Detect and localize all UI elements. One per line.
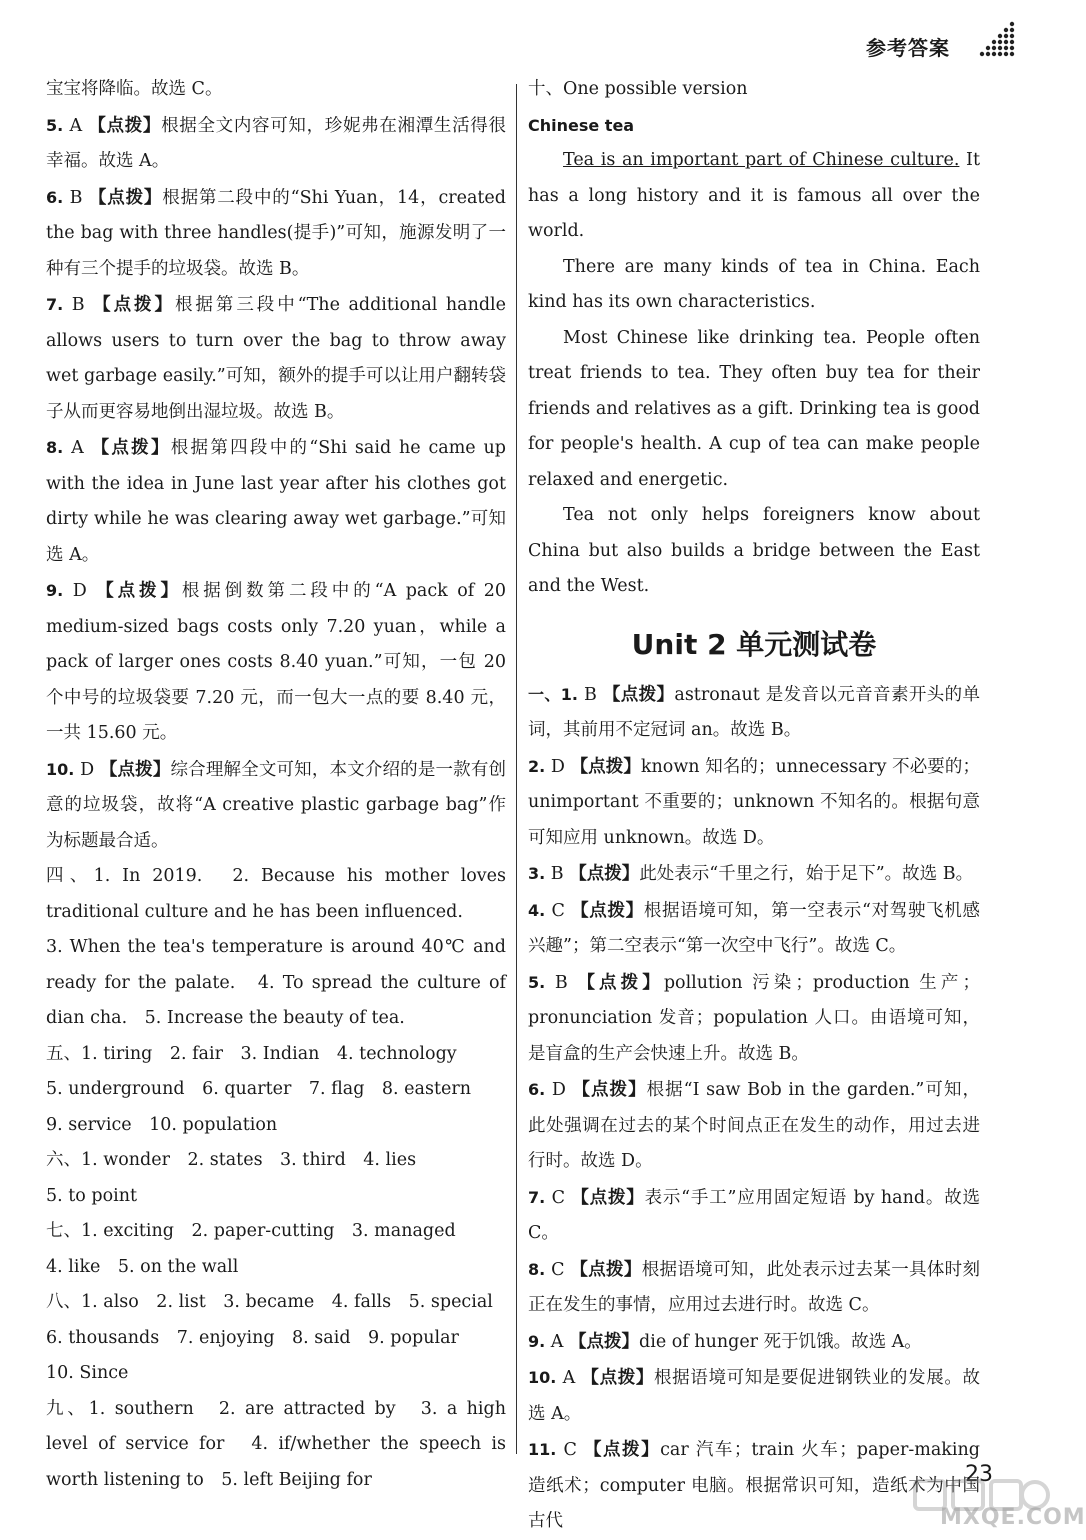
question-number: 6.	[528, 1080, 546, 1099]
answer-item-r7	[528, 1180, 980, 1252]
answer-item-r10	[528, 1360, 980, 1432]
answer-letter: C	[563, 1440, 577, 1460]
hint-tag: 【点拨】	[602, 684, 675, 705]
question-number: 5.	[528, 972, 546, 992]
explanation: 根据倒数第二段中的“A pack of 20 medium-sized bags costs only 7.20 yuan，while a pack of larger ones costs 8.40 yuan.”可知，一包 20 个中号的垃圾袋要 7.20 元，而一包大一点的要 8.40 元，一共 15.60 元。	[46, 581, 506, 743]
answer-item-7	[46, 287, 506, 430]
answer-letter: B	[71, 295, 85, 315]
hint-tag: 【点拨】	[583, 1440, 661, 1460]
hint-tag: 【点拨】	[581, 1368, 655, 1388]
answer-letter: D	[551, 1080, 566, 1100]
hint-tag: 【点拨】	[571, 1187, 645, 1208]
section-5-line: 9. service 10. population	[46, 1114, 278, 1135]
paragraph-text: It has a long history and it is famous all over the world.	[528, 150, 980, 241]
answer-letter: B	[69, 187, 83, 208]
explanation: 表示“手工”应用固定短语 by hand。故选 C。	[528, 1187, 980, 1243]
answer-letter: C	[551, 900, 565, 921]
answer-item-r9	[528, 1324, 980, 1361]
section-10-heading: 十、One possible version	[528, 79, 748, 99]
decorative-dot-grid	[978, 20, 1018, 60]
question-number: 8.	[46, 438, 64, 457]
explanation: die of hunger 死于饥饿。故选 A。	[639, 1331, 922, 1352]
explanation: 根据语境可知，此处表示过去某一具体时刻正在发生的事情，应用过去进行时。故选 C。	[528, 1259, 980, 1315]
section-8-line: 10. Since	[46, 1363, 129, 1383]
answer-item-6	[46, 180, 506, 288]
answer-item-8	[46, 430, 506, 573]
hint-tag: 【点拨】	[571, 900, 644, 921]
section-7-line: 七、1. exciting 2. paper-cutting 3. managed	[46, 1221, 456, 1241]
question-number: 9.	[528, 1331, 546, 1351]
hint-tag: 【点拨】	[99, 759, 171, 780]
hint-tag: 【点拨】	[93, 295, 175, 315]
answer-letter: B	[550, 864, 564, 884]
section-8-line: 八、1. also 2. list 3. became 4. falls 5. special	[46, 1292, 493, 1312]
essay-paragraph-3: Most Chinese like drinking tea. People often treat friends to tea. They often buy tea for their friends and relatives as a gift. Drinking tea is good for people's health. A cup of tea can make people relaxed and energetic.	[528, 327, 980, 490]
section-5-line: 五、1. tiring 2. fair 3. Indian 4. technology	[46, 1043, 457, 1064]
answer-item-r1	[528, 677, 980, 749]
page-header-title: 参考答案	[866, 36, 950, 60]
answer-letter: D	[550, 756, 565, 777]
answer-letter: B	[554, 972, 568, 993]
question-number: 5.	[46, 115, 64, 135]
right-column	[528, 72, 980, 1540]
question-number: 11.	[528, 1440, 557, 1459]
answer-letter: C	[551, 1259, 565, 1280]
explanation: 根据语境可知是要促进钢铁业的发展。故选 A。	[528, 1368, 980, 1424]
answer-letter: C	[551, 1187, 565, 1208]
answer-letter: A	[69, 115, 83, 136]
section-4-line: 3. When the tea's temperature is around 40℃ and ready for the palate. 4. To spread the culture of dian cha. 5. Increase the beauty of tea.	[46, 937, 506, 1028]
question-number: 7.	[528, 1187, 546, 1207]
answer-item-r3	[528, 856, 980, 893]
question-number: 10.	[528, 1368, 557, 1387]
answer-line: 宝宝将降临。故选 C。	[46, 79, 223, 99]
hint-tag: 【点拨】	[570, 1259, 642, 1280]
section-4-line: 四、1. In 2019. 2. Because his mother loves traditional culture and he has been influenced.	[46, 866, 506, 922]
hint-tag: 【点拨】	[570, 756, 641, 777]
answer-item-9	[46, 573, 506, 752]
answer-item-r4	[528, 893, 980, 965]
underlined-topic-sentence: Tea is an important part of Chinese culture.	[563, 150, 960, 170]
explanation: 根据第三段中“The additional handle allows users to turn over the bag to throw away wet garbage easily.”可知，额外的提手可以让用户翻转袋子从而更容易地倒出湿垃圾。故选 B。	[46, 295, 506, 422]
explanation: 根据第二段中的“Shi Yuan，14，created the bag with three handles(提手)”可知，施源发明了一种有三个提手的垃圾袋。故选 B。	[46, 187, 506, 279]
section-9-line: 九、1. southern 2. are attracted by 3. a high level of service for 4. if/whether the speech is worth listening to 5. left Beijing for	[46, 1398, 506, 1490]
left-column	[46, 72, 506, 1498]
explanation: 综合理解全文可知，本文介绍的是一款有创意的垃圾袋，故将“A creative plastic garbage bag”作为标题最合适。	[46, 759, 506, 851]
question-number: 9.	[46, 581, 64, 600]
answer-letter: A	[71, 438, 84, 458]
answer-letter: A	[550, 1331, 564, 1352]
question-number: 3.	[528, 864, 546, 883]
hint-tag: 【点拨】	[88, 115, 162, 136]
section-5-line: 5. underground 6. quarter 7. flag 8. eastern	[46, 1079, 471, 1099]
explanation: 根据“I saw Bob in the garden.”可知，此处强调在过去的某个时间点正在发生的动作，用过去进行时。故选 D。	[528, 1080, 980, 1171]
question-number: 2.	[528, 756, 546, 776]
page-number: 23	[965, 1462, 993, 1487]
answer-item-r2	[528, 749, 980, 857]
answer-item-5	[46, 108, 506, 180]
section-7-line: 4. like 5. on the wall	[46, 1256, 239, 1277]
hint-tag: 【点拨】	[96, 581, 182, 601]
explanation: known 知名的；unnecessary 不必要的；unimportant 不重要的；unknown 不知名的。根据句意可知应用 unknown。故选 D。	[528, 756, 980, 848]
answer-item-r6	[528, 1072, 980, 1180]
unit-heading: Unit 2 单元测试卷	[631, 627, 877, 661]
explanation: 根据第四段中的“Shi said he came up with the idea in June last year after his clothes got dirty while he was clearing away wet garbage.”可知选 A。	[46, 438, 506, 565]
section-6-line: 5. to point	[46, 1185, 138, 1206]
question-number: 一、1.	[528, 684, 578, 704]
essay-title: Chinese tea	[528, 115, 635, 135]
explanation: 根据全文内容可知，珍妮弗在湘潭生活得很幸福。故选 A。	[46, 115, 506, 171]
hint-tag: 【点拨】	[88, 187, 163, 208]
essay-paragraph-4: Tea not only helps foreigners know about China but also builds a bridge between the East and the West.	[528, 505, 980, 596]
explanation: pollution 污染；production 生产；pronunciation 发音；population 人口。由语境可知，是盲盒的生产会快速上升。故选 B。	[528, 972, 980, 1064]
hint-tag: 【点拨】	[569, 864, 640, 884]
hint-tag: 【点拨】	[91, 438, 171, 458]
explanation: 此处表示“千里之行，始于足下”。故选 B。	[639, 864, 974, 884]
section-8-line: 6. thousands 7. enjoying 8. said 9. popular	[46, 1327, 459, 1348]
answer-letter: A	[562, 1368, 576, 1388]
question-number: 6.	[46, 187, 64, 207]
answer-item-10	[46, 752, 506, 860]
watermark-text: MXQE.COM	[940, 1505, 1086, 1530]
answer-item-r8	[528, 1252, 980, 1324]
question-number: 8.	[528, 1259, 546, 1279]
answer-letter: B	[583, 684, 597, 705]
essay-paragraph-1	[528, 143, 980, 250]
question-number: 10.	[46, 759, 75, 779]
essay-paragraph-2: There are many kinds of tea in China. Each kind has its own characteristics.	[528, 256, 980, 312]
question-number: 7.	[46, 295, 64, 314]
explanation: astronaut 是发音以元音音素开头的单词，其前用不定冠词 an。故选 B。	[528, 684, 981, 740]
question-number: 4.	[528, 900, 546, 920]
answer-letter: D	[72, 581, 87, 601]
hint-tag: 【点拨】	[577, 972, 664, 993]
hint-tag: 【点拨】	[569, 1331, 640, 1352]
answer-item-r5	[528, 965, 980, 1073]
column-divider	[516, 84, 517, 1454]
explanation: car 汽车；train 火车；paper-making 造纸术；computer 电脑。根据常识可知，造纸术为中国古代	[528, 1440, 980, 1531]
answer-letter: D	[80, 759, 95, 780]
section-6-line: 六、1. wonder 2. states 3. third 4. lies	[46, 1150, 417, 1170]
hint-tag: 【点拨】	[572, 1080, 647, 1100]
explanation: 根据语境可知，第一空表示“对驾驶飞机感兴趣”；第二空表示“第一次空中飞行”。故选 C。	[528, 900, 980, 956]
